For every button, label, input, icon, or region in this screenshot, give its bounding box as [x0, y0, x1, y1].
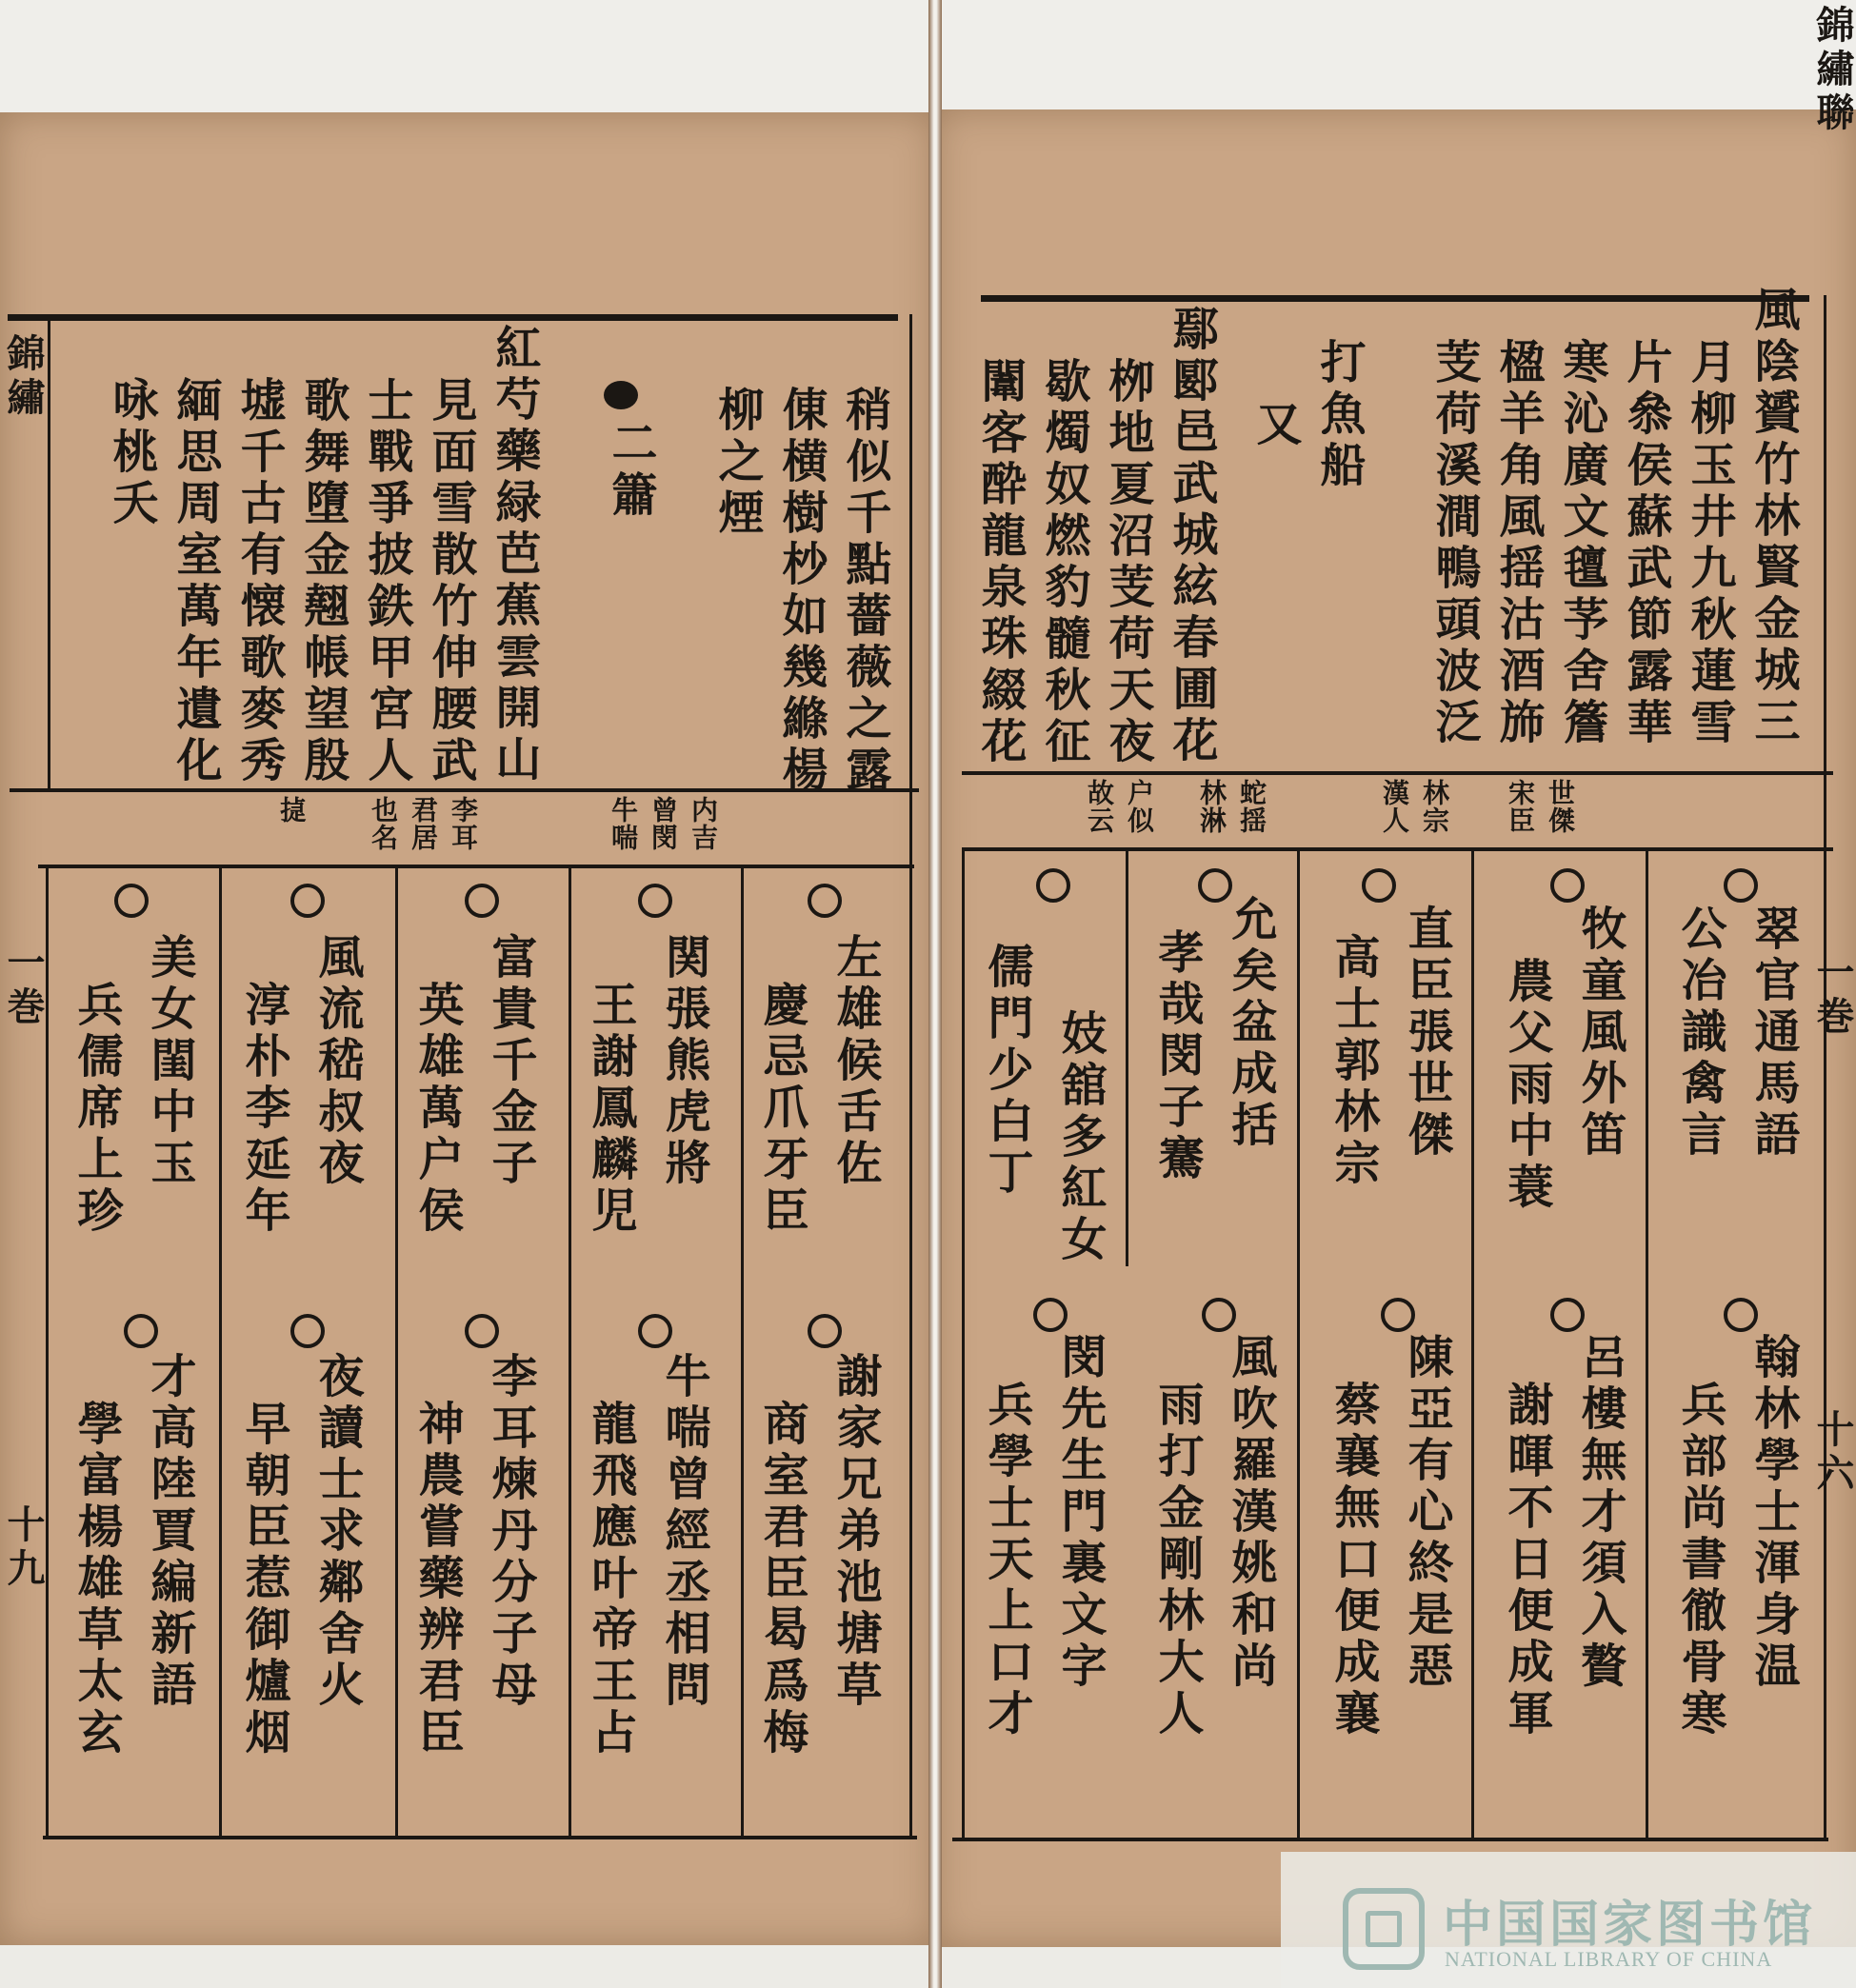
- text-column: 歇燭奴燃豹髓秋征: [1037, 357, 1090, 768]
- note-text: 㨗: [276, 796, 308, 824]
- rule-line: [1471, 847, 1474, 1838]
- rule-line: [981, 295, 1809, 302]
- text-column: 打魚船: [1312, 338, 1366, 492]
- couplet-line: 兵部尚書徹骨寒: [1673, 1381, 1726, 1740]
- margin-title: 錦繡聯: [1810, 5, 1855, 136]
- section-heading: 二簫: [604, 419, 657, 522]
- couplet-line: 早朝臣惹御爐烟: [237, 1400, 290, 1759]
- couplet-line: 李耳煉丹分子母: [484, 1352, 537, 1712]
- couplet-line: 才高陸賈編新語: [143, 1352, 196, 1712]
- circle-mark: [1381, 1298, 1415, 1332]
- circle-mark: [465, 884, 499, 918]
- text-column: 鄢郾邑武城絃春圃花: [1165, 305, 1218, 767]
- circle-mark: [1202, 1298, 1236, 1332]
- couplet-line: 學富楊雄草太玄: [70, 1400, 123, 1759]
- circle-mark: [638, 1314, 672, 1348]
- rule-line: [962, 847, 1833, 851]
- circle-mark: [290, 1314, 325, 1348]
- text-column: 片叅侯蘇武節露華: [1619, 338, 1672, 749]
- couplet-line: 兵儒席上珍: [70, 981, 123, 1238]
- circle-mark: [1550, 868, 1585, 903]
- margin-title: 錦繡: [1, 333, 46, 421]
- section-mark: [604, 381, 638, 409]
- couplet-line: 慶忌爪牙臣: [755, 981, 808, 1238]
- library-logo-icon: [1343, 1888, 1425, 1970]
- note-text: 漢人: [1379, 779, 1410, 834]
- couplet-line: 翠官通馬語: [1746, 905, 1800, 1162]
- circle-mark: [1550, 1298, 1585, 1332]
- couplet-line: 龍飛應叶帝王占: [584, 1400, 637, 1759]
- circle-mark: [1724, 868, 1758, 903]
- note-text: 世傑: [1545, 779, 1576, 834]
- note-text: 故云: [1084, 779, 1115, 834]
- couplet-line: 公冶識禽言: [1673, 905, 1726, 1162]
- note-text: 李耳: [448, 796, 479, 851]
- note-text: 牛喘: [608, 796, 639, 851]
- note-text: 蛇揺: [1236, 779, 1267, 834]
- rule-line: [1824, 295, 1826, 1838]
- text-column: 寒沁廣文氊芧舍簷: [1555, 338, 1608, 749]
- circle-mark: [1362, 868, 1396, 903]
- couplet-line: 儒門少白丁: [980, 943, 1033, 1200]
- rule-line: [43, 1836, 917, 1839]
- couplet-line: 美女閨中玉: [143, 933, 196, 1190]
- book-gutter: [928, 0, 942, 1988]
- note-text: 曾閔: [648, 796, 679, 851]
- text-column: 墟千古有懐歌麥秀: [232, 376, 286, 787]
- text-column: 倲横樹杪如幾縧楊: [774, 386, 828, 797]
- rule-line: [962, 771, 1833, 775]
- text-column: 士戰爭披鉄甲宮人: [360, 376, 413, 787]
- circle-mark: [114, 884, 149, 918]
- note-text: 户似: [1124, 779, 1155, 834]
- text-column: 咏桃夭: [105, 376, 158, 530]
- text-column: 闈客酔龍泉珠綴花: [973, 357, 1027, 768]
- rule-line: [962, 847, 965, 1838]
- rule-line: [952, 1838, 1828, 1841]
- rule-line: [1646, 847, 1648, 1838]
- circle-mark: [1036, 868, 1070, 903]
- margin-folio: 十六: [1810, 1409, 1855, 1497]
- couplet-line: 商室君臣曷爲梅: [755, 1400, 808, 1759]
- couplet-line: 呂樓無才須入贅: [1573, 1333, 1626, 1693]
- couplet-line: 夜讀士求鄰舍火: [310, 1352, 364, 1712]
- circle-mark: [638, 884, 672, 918]
- couplet-line: 雨打金剛林大人: [1150, 1381, 1204, 1740]
- rule-line: [46, 865, 49, 1838]
- rule-line: [38, 865, 914, 868]
- rule-line: [48, 314, 50, 790]
- couplet-line: 農父雨中蓑: [1500, 957, 1553, 1214]
- circle-mark: [808, 884, 842, 918]
- text-column: 芰荷溪澗鴨頭波泛: [1427, 338, 1481, 749]
- couplet-line: 兵學士天上口才: [980, 1381, 1033, 1740]
- couplet-line: 孝哉閔子騫: [1150, 928, 1204, 1185]
- text-column: 楹羊角風揺沽酒斾: [1491, 338, 1545, 749]
- text-column: 柳之煙: [710, 386, 764, 540]
- rule-line: [569, 866, 571, 1838]
- couplet-line: 淳朴李延年: [237, 981, 290, 1238]
- note-text: 内吉: [688, 796, 719, 851]
- note-text: 林淋: [1196, 779, 1227, 834]
- couplet-line: 牛喘曾經丞相問: [657, 1352, 710, 1712]
- couplet-line: 允矣盆成括: [1224, 895, 1277, 1152]
- note-text: 也名: [368, 796, 399, 851]
- rule-line: [1297, 847, 1300, 1838]
- couplet-line: 風吹羅漢姚和尚: [1224, 1333, 1277, 1693]
- note-text: 君居: [408, 796, 439, 851]
- rule-line: [1126, 847, 1128, 1266]
- library-name-en: NATIONAL LIBRARY OF CHINA: [1445, 1947, 1773, 1971]
- couplet-line: 牧童風外笛: [1573, 905, 1626, 1162]
- couplet-line: 関張熊虎將: [657, 933, 710, 1190]
- note-text: 林宗: [1419, 779, 1450, 834]
- text-column: 月柳玉井九秋蓮雪: [1683, 338, 1736, 749]
- couplet-line: 高士郭林宗: [1327, 933, 1380, 1190]
- note-text: 宋臣: [1505, 779, 1536, 834]
- couplet-line: 妓舘多紅女: [1053, 1009, 1107, 1266]
- circle-mark: [1724, 1298, 1758, 1332]
- circle-mark: [465, 1314, 499, 1348]
- section-heading: 又: [1248, 400, 1302, 451]
- margin-volume: 一巻: [1, 943, 46, 1030]
- library-watermark: [1281, 1852, 1856, 1988]
- couplet-line: 閔先生門裏文字: [1053, 1333, 1107, 1693]
- library-name-cn: 中国国家图书馆: [1443, 1897, 1817, 1954]
- couplet-line: 蔡襄無口便成襄: [1327, 1381, 1380, 1740]
- couplet-line: 富貴千金子: [484, 933, 537, 1190]
- text-column: 栁地夏沼芰荷天夜: [1101, 357, 1154, 768]
- couplet-line: 謝家兄弟池塘草: [828, 1352, 882, 1712]
- circle-mark: [1033, 1298, 1068, 1332]
- text-column: 紅芍藥緑芭蕉雲開山: [488, 324, 541, 786]
- text-column: 緬思周室萬年遺化: [169, 376, 222, 787]
- rule-line: [741, 866, 744, 1838]
- couplet-line: 翰林學士渾身温: [1746, 1333, 1800, 1693]
- text-column: 風陰贇竹林賢金城三: [1746, 286, 1800, 748]
- circle-mark: [124, 1314, 158, 1348]
- couplet-line: 英雄萬户侯: [410, 981, 464, 1238]
- couplet-line: 神農嘗藥辨君臣: [410, 1400, 464, 1759]
- rule-line: [395, 866, 398, 1838]
- margin-folio: 十九: [1, 1504, 46, 1592]
- couplet-line: 王謝鳳麟児: [584, 981, 637, 1238]
- couplet-line: 風流嵇叔夜: [310, 933, 364, 1190]
- text-column: 稍似千點薔薇之露: [838, 386, 891, 797]
- rule-line: [219, 866, 222, 1838]
- text-column: 見面雪散竹伸腰武: [424, 376, 477, 787]
- couplet-line: 陳亞有心終是惡: [1400, 1333, 1453, 1693]
- couplet-line: 直臣張世傑: [1400, 905, 1453, 1162]
- circle-mark: [290, 884, 325, 918]
- rule-line: [8, 314, 898, 321]
- margin-volume: 一巻: [1810, 952, 1855, 1040]
- circle-mark: [808, 1314, 842, 1348]
- rule-line: [909, 314, 912, 1838]
- couplet-line: 謝暉不日便成軍: [1500, 1381, 1553, 1740]
- text-column: 歌舞墮金翹帳望殷: [296, 376, 349, 787]
- couplet-line: 左雄候舌佐: [828, 933, 882, 1190]
